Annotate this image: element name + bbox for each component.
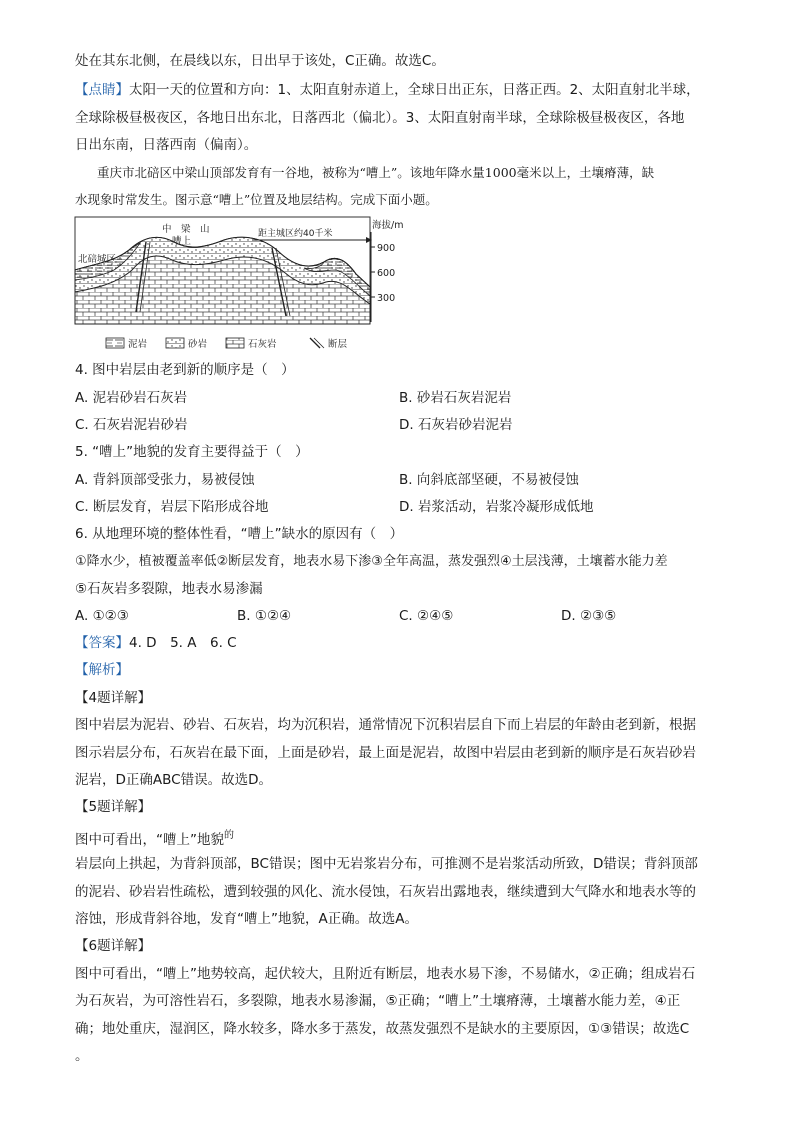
q6-option-d: D. ②③⑤	[561, 608, 617, 624]
detail5-line: 溶蚀，形成背斜谷地，发育“嘈上”地貌，A正确。故选A。	[75, 911, 418, 927]
q6-option-b: B. ①②④	[237, 608, 292, 624]
detail4-line: 图中岩层为泥岩、砂岩、石灰岩，均为沉积岩，通常情况下沉积岩层自下而上岩层的年龄由老到新，根据	[75, 717, 696, 733]
q6-items: ⑤石灰岩多裂隙，地表水易渗漏	[75, 581, 263, 597]
legend-sandstone-swatch	[166, 338, 184, 348]
q5-option-a: A. 背斜顶部受张力，易被侵蚀	[75, 472, 255, 488]
text-line: 处在其东北侧，在晨线以东，日出早于该处，C正确。故选C。	[75, 53, 445, 69]
q4-option-a: A. 泥岩砂岩石灰岩	[75, 390, 188, 406]
detail5-line: 的泥岩、砂岩岩性疏松，遭到较强的风化、流水侵蚀，石灰岩出露地表，继续遭到大气降水和地表水等的	[75, 884, 696, 900]
legend-limestone-label: 石灰岩	[248, 339, 277, 350]
label-distance: 距主城区约40千米	[258, 229, 333, 239]
q6-stem: 6. 从地理环境的整体性看，“嘈上”缺水的原因有（ ）	[75, 526, 404, 542]
q5-stem: 5. “嘈上”地貌的发育主要得益于（ ）	[75, 444, 309, 460]
detail6-line: 确；地处重庆，湿润区，降水较多，降水多于蒸发，故蒸发强烈不是缺水的主要原因，①③错误；故选C	[75, 1021, 690, 1037]
q6-items: ①降水少，植被覆盖率低②断层发育，地表水易下渗③全年高温，蒸发强烈④土层浅薄，土壤蓄水能力差	[75, 554, 668, 569]
detail5-line	[75, 827, 234, 849]
detail5-tag: 【5题详解】	[75, 799, 152, 815]
q6-option-a: A. ①②③	[75, 608, 129, 624]
geology-figure	[74, 212, 404, 362]
detail5-line: 岩层向上拱起，为背斜顶部，BC错误；图中无岩浆岩分布，可推测不是岩浆活动所致，D错误；背斜顶部	[75, 856, 698, 872]
analysis-tag: 【解析】	[75, 662, 129, 678]
detail5-text: 图中可看出，“嘈上”地貌	[75, 832, 224, 848]
q6-option-c: C. ②④⑤	[399, 608, 454, 624]
q4-option-d: D. 石灰岩砂岩泥岩	[399, 417, 513, 433]
legend-mudstone-label: 泥岩	[128, 339, 148, 350]
answer-line	[75, 634, 237, 652]
detail5-superscript: 的	[224, 830, 234, 841]
label-city: 北碚城区	[78, 254, 117, 265]
detail6-line: 。	[75, 1048, 89, 1064]
label-caoshang: 嘈上	[172, 236, 192, 247]
detail4-line: 泥岩，D正确ABC错误。故选D。	[75, 772, 272, 788]
detail4-tag: 【4题详解】	[75, 690, 152, 706]
label-mountain: 中 梁 山	[162, 224, 210, 235]
answer-tag: 【答案】	[75, 635, 129, 651]
text-line: 日出东南，日落西南（偏南）。	[75, 137, 258, 153]
tick-label: 600	[377, 268, 396, 279]
axis-title: 海拔/m	[372, 220, 404, 231]
legend-mudstone-swatch	[106, 338, 124, 348]
q4-option-c: C. 石灰岩泥岩砂岩	[75, 417, 188, 433]
q5-option-b: B. 向斜底部坚硬，不易被侵蚀	[399, 472, 579, 488]
q5-option-c: C. 断层发育，岩层下陷形成谷地	[75, 499, 269, 515]
intro-line: 水现象时常发生。图示意“嘈上”位置及地层结构。完成下面小题。	[75, 192, 438, 207]
legend-limestone-swatch	[226, 338, 244, 348]
tick-label: 300	[377, 293, 396, 304]
text-line	[75, 81, 700, 99]
legend-sandstone-label: 砂岩	[188, 339, 208, 350]
text-line: 全球除极昼极夜区，各地日出东北，日落西北（偏北）。3、太阳直射南半球，全球除极昼极夜区，各地	[75, 110, 685, 126]
dianjing-tag: 【点睛】	[75, 82, 129, 98]
detail4-line: 图示岩层分布，石灰岩在最下面，上面是砂岩，最上面是泥岩，故图中岩层由老到新的顺序是石灰岩砂岩	[75, 745, 696, 761]
dianjing-text: 太阳一天的位置和方向：1、太阳直射赤道上，全球日出正东，日落正西。2、太阳直射北半球，	[129, 82, 700, 98]
q4-stem: 4. 图中岩层由老到新的顺序是（ ）	[75, 362, 295, 378]
detail6-line: 为石灰岩，为可溶性岩石，多裂隙，地表水易渗漏，⑤正确；“嘈上”土壤瘠薄，土壤蓄水能力差，④正	[75, 993, 681, 1009]
q5-option-d: D. 岩浆活动，岩浆冷凝形成低地	[399, 499, 594, 515]
answer-text: 4. D 5. A 6. C	[129, 635, 237, 651]
detail6-line: 图中可看出，“嘈上”地势较高，起伏较大，且附近有断层，地表水易下渗，不易储水，②正确；组成岩石	[75, 966, 696, 982]
intro-line: 重庆市北碚区中梁山顶部发育有一谷地，被称为“嘈上”。该地年降水量1000毫米以上，土壤瘠薄，缺	[97, 165, 655, 180]
tick-label: 900	[377, 243, 396, 254]
legend-fault-label: 断层	[328, 339, 348, 350]
detail6-tag: 【6题详解】	[75, 938, 152, 954]
q4-option-b: B. 砂岩石灰岩泥岩	[399, 390, 512, 406]
